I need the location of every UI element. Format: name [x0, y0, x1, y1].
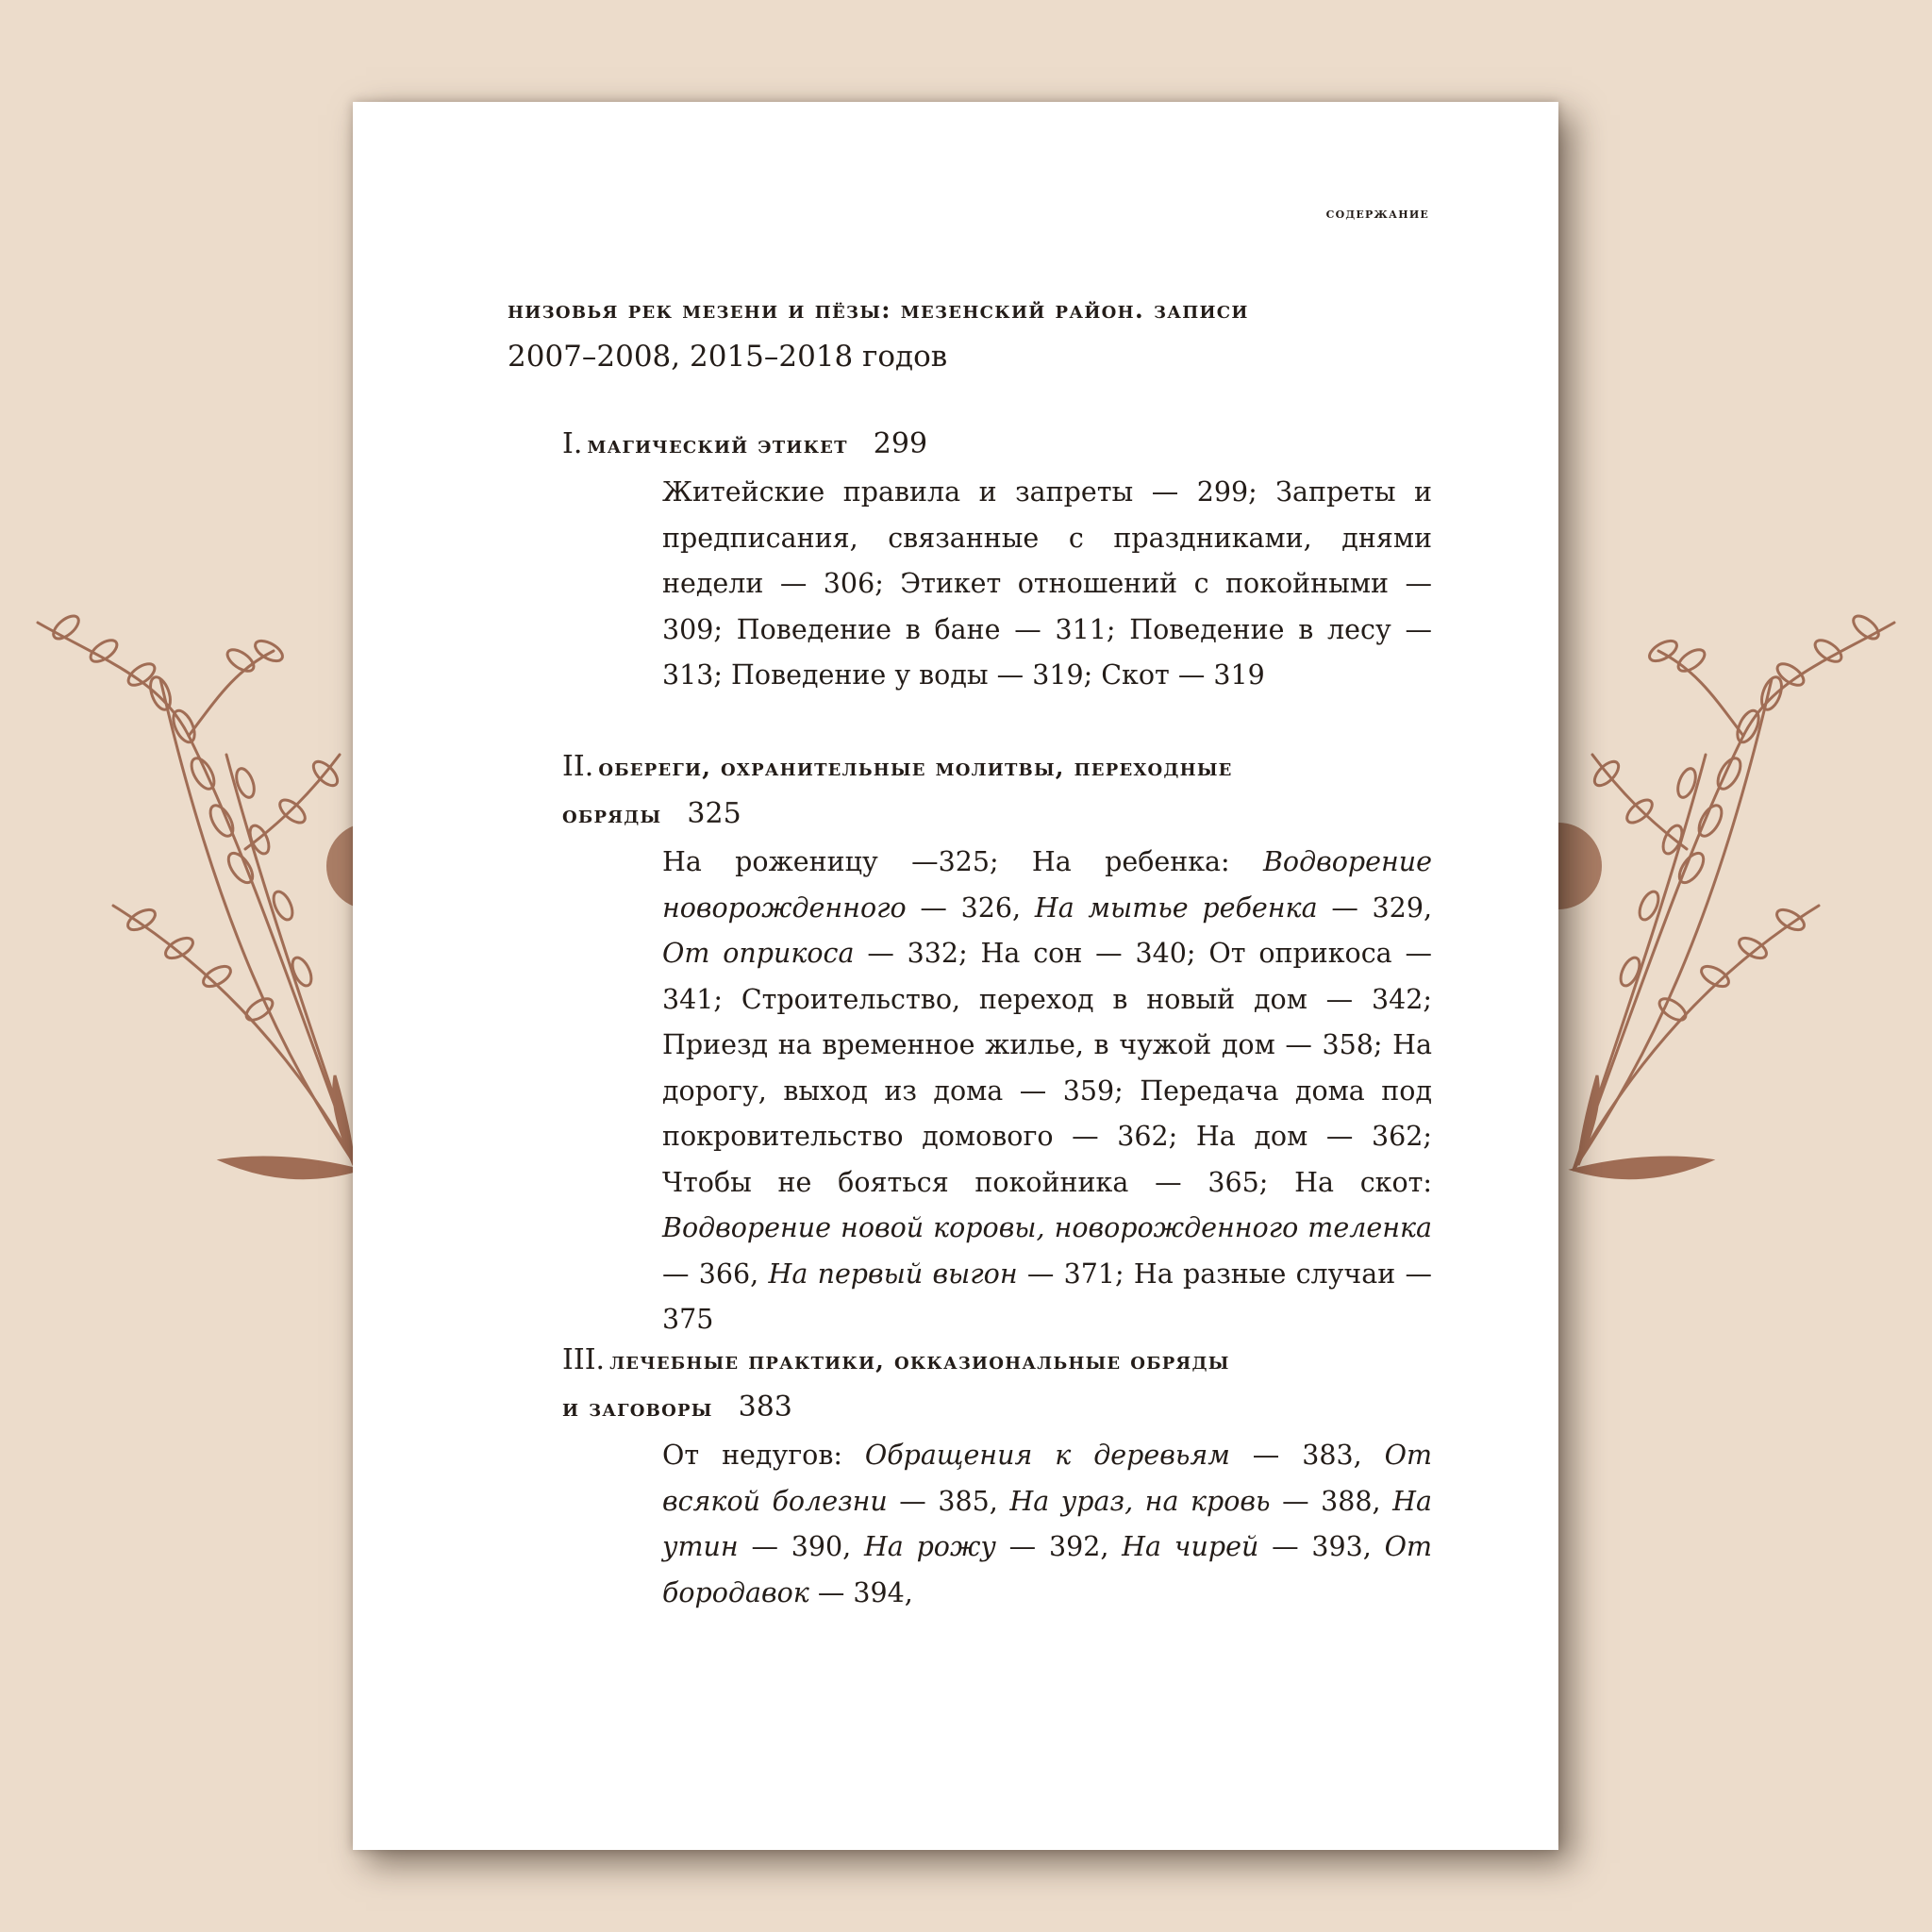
section-3-entries: [662, 1433, 1432, 1616]
section-2-number: II.: [562, 750, 594, 783]
running-head: содержание: [1325, 204, 1429, 222]
section-1-page: 299: [873, 427, 928, 460]
section-1-entries: Житейские правила и запреты — 299; Запреты и предписания, связанные с праздниками, днями недели — 306; Этикет отношений с покойными — 309; Поведение в бане — 311; Поведение в лесу — 313; Поведение у воды — 319; Скот — 319: [662, 476, 1432, 691]
entry-italic: От бородавок: [662, 1531, 1432, 1608]
section-2-title-line1: обереги, охранительные молитвы, переходные: [598, 754, 1233, 781]
entry-text: — 366,: [662, 1257, 769, 1290]
entry-italic: Водворение новорожденного: [662, 846, 1432, 924]
entry-text: — 371; На разные случаи — 375: [662, 1257, 1432, 1335]
section-2-title-line2: обряды: [562, 801, 662, 828]
entry-italic: Водворение новой коровы, новорожденного теленка: [662, 1212, 1432, 1243]
entry-text: — 326,: [906, 891, 1035, 924]
entry-text: — 390,: [738, 1531, 864, 1562]
entry-italic: На рожу: [863, 1531, 996, 1562]
entry-text: — 394,: [808, 1576, 913, 1608]
section-3: [562, 1339, 1432, 1616]
section-1: [562, 423, 1432, 699]
entry-italic: На утин: [662, 1485, 1432, 1562]
entry-italic: На ураз, на кровь: [1009, 1485, 1271, 1517]
section-3-title: [562, 1339, 1432, 1433]
entry-text: На роженицу —325; На ребенка:: [662, 846, 1263, 877]
entry-text: — 392,: [995, 1531, 1123, 1562]
section-1-title: [562, 423, 1432, 470]
entry-italic: На мытье ребенка: [1034, 891, 1318, 924]
section-3-title-line1: лечебные практики, окказиональные обряды: [609, 1347, 1230, 1374]
entry-italic: От всякой болезни: [662, 1440, 1432, 1517]
section-3-number: III.: [562, 1343, 606, 1376]
main-heading-years: 2007–2008, 2015–2018 годов: [508, 340, 948, 374]
entry-italic: На первый выгон: [768, 1257, 1018, 1290]
entry-italic: На чирей: [1122, 1531, 1259, 1562]
entry-text: — 383,: [1229, 1440, 1385, 1471]
section-2-title: [562, 745, 1432, 840]
entry-text: — 332; На сон — 340; От оприкоса — 341; Строительство, переход в новый дом — 342; Приезд на временное жилье, в чужой дом — 358; На дорогу, выход из дома — 359; Передача дома под покровительство домового — 362; На дом — 362; Чтобы не бояться покойника — 365; На скот:: [662, 938, 1432, 1198]
book-page: [353, 102, 1558, 1850]
section-3-title-line2: и заговоры: [562, 1394, 713, 1422]
section-2-page: 325: [687, 797, 741, 830]
entry-italic: От оприкоса: [662, 938, 855, 969]
entry-text: — 385,: [887, 1485, 1010, 1517]
section-2-entries: [662, 840, 1432, 1343]
entry-text: От недугов:: [662, 1440, 865, 1471]
entry-text: — 393,: [1258, 1531, 1385, 1562]
entry-text: — 329,: [1317, 891, 1433, 924]
entry-italic: Обращения к деревьям: [864, 1440, 1230, 1471]
section-2: [562, 745, 1432, 1343]
entry-text: — 388,: [1270, 1485, 1393, 1517]
main-heading-caps: низовья рек мезени и пёзы: мезенский район. записи: [508, 296, 1249, 324]
section-3-page: 383: [738, 1391, 792, 1424]
section-1-number: I.: [562, 427, 583, 460]
section-1-title-text: магический этикет: [587, 431, 848, 458]
main-heading: [508, 289, 1432, 383]
